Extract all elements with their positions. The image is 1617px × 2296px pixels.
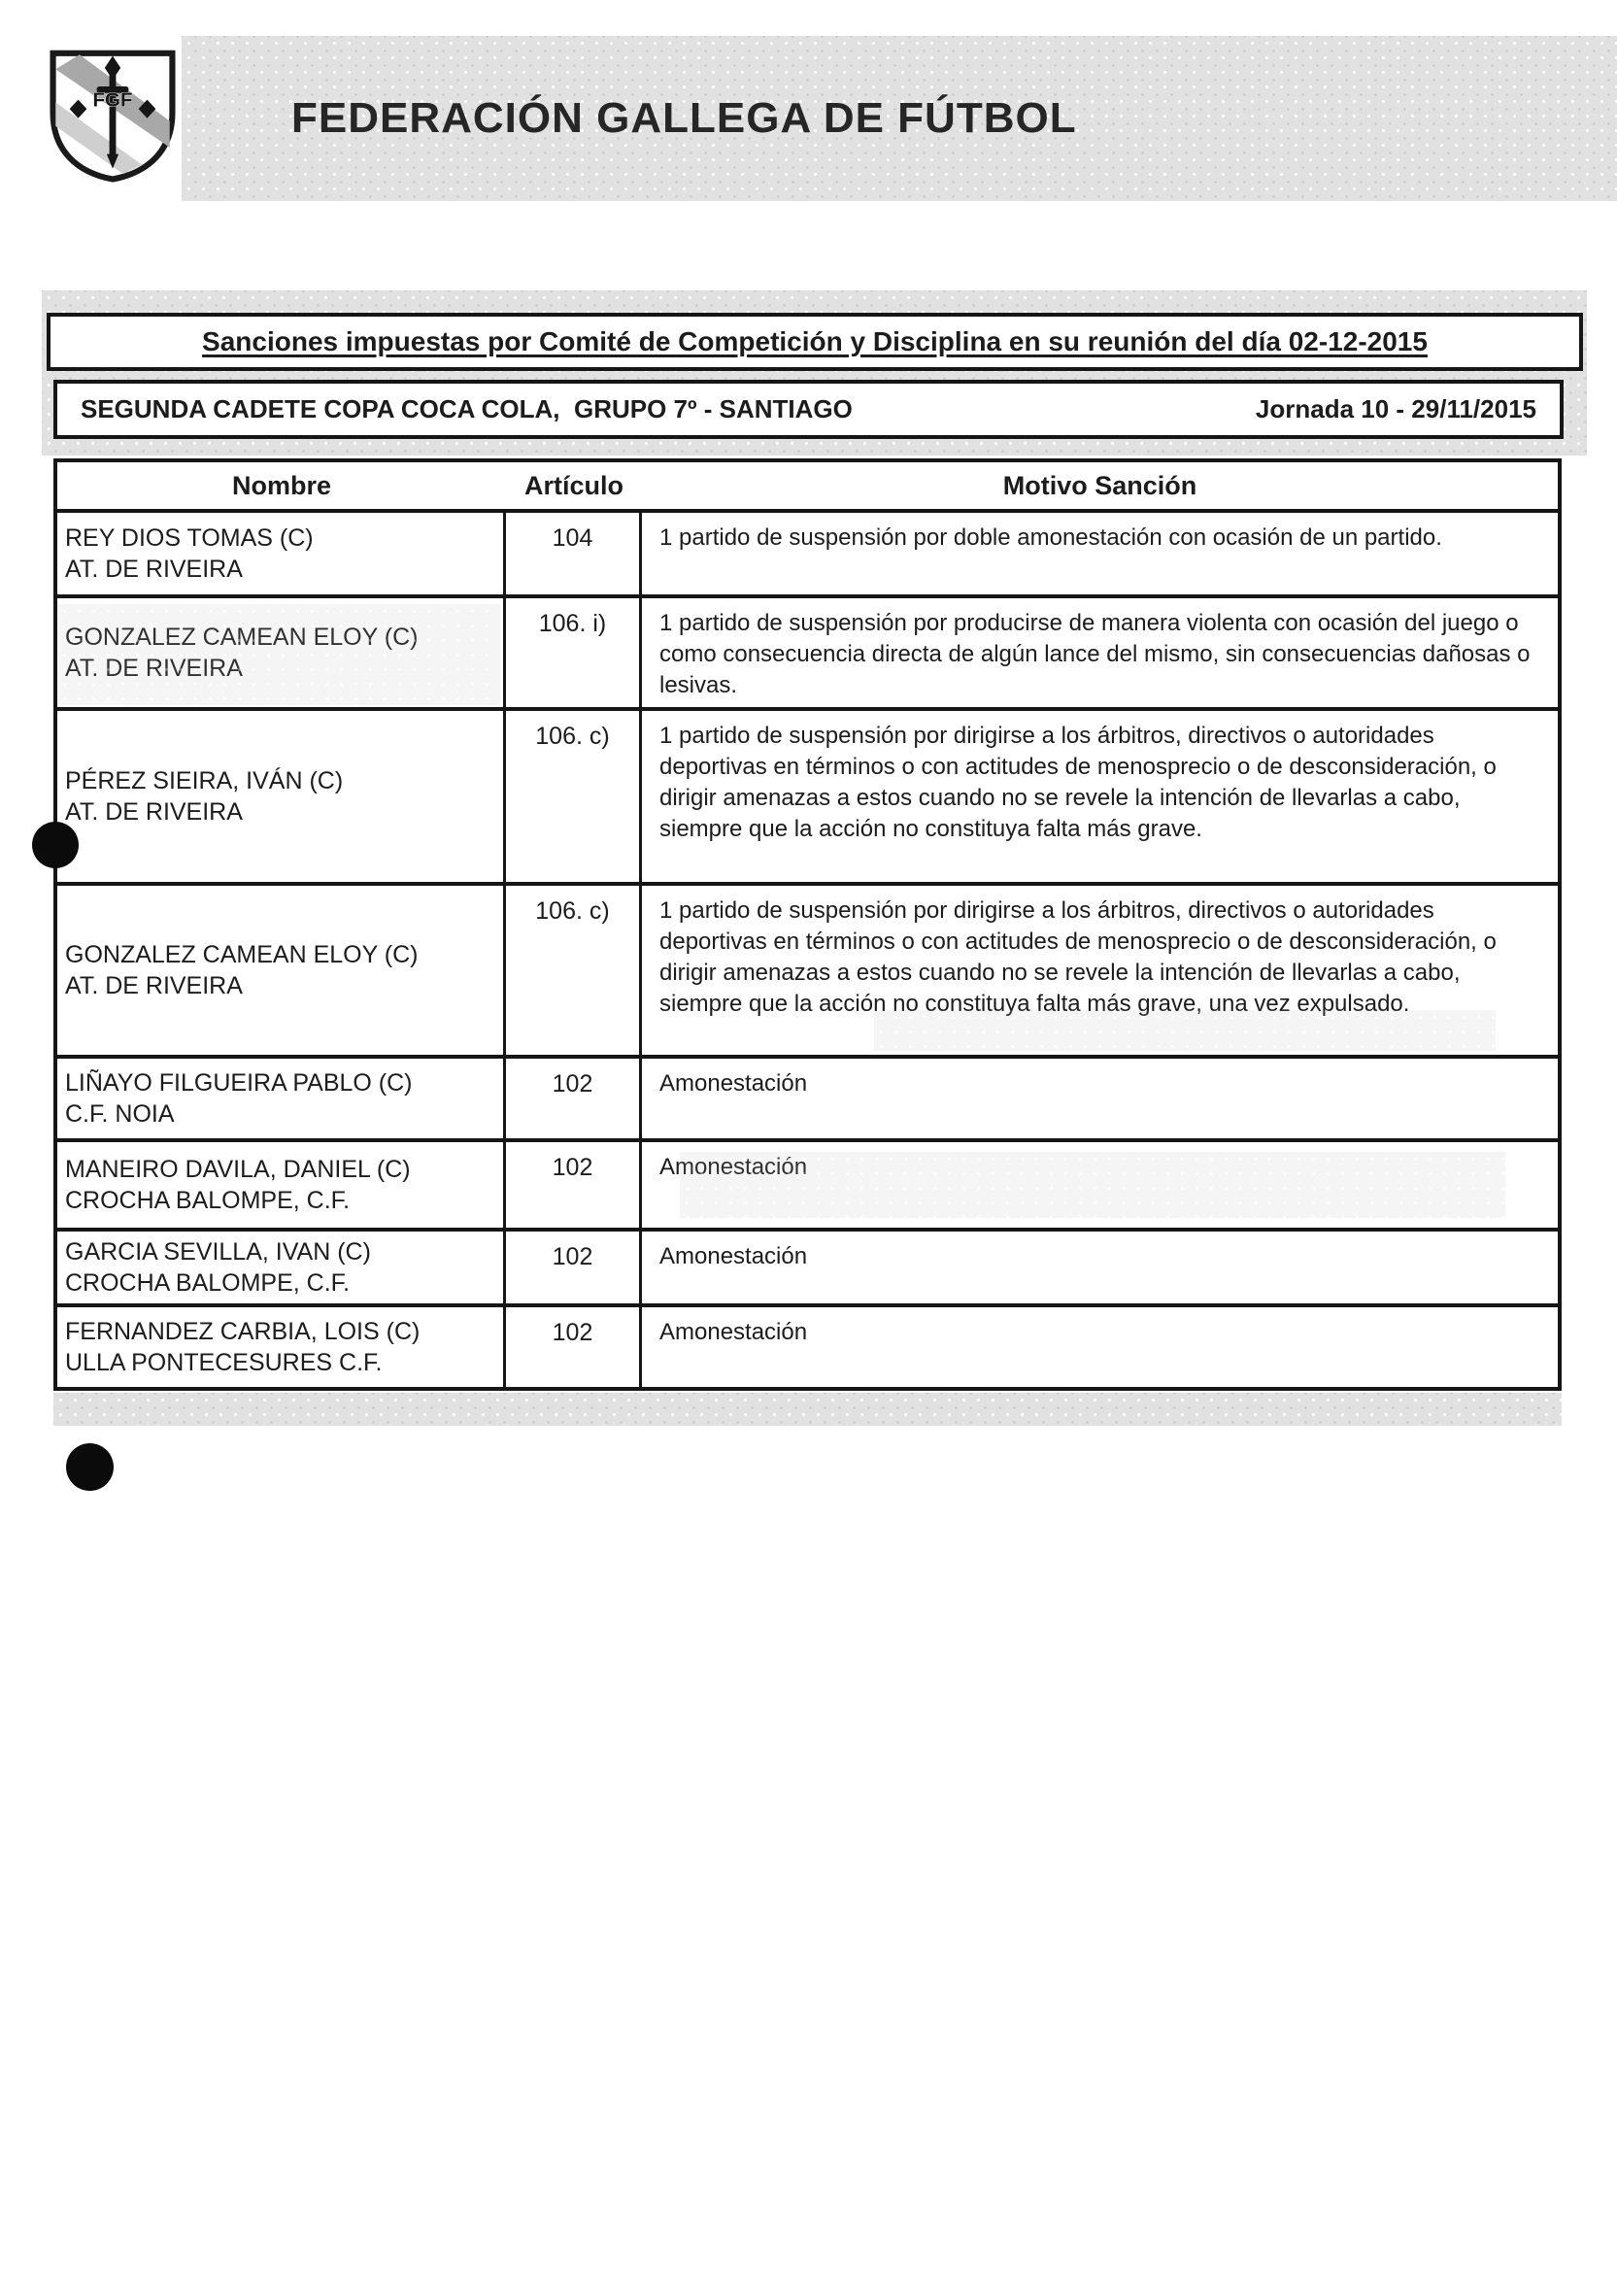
player-club: AT. DE RIVEIRA: [65, 972, 243, 999]
column-header-articulo: Artículo: [523, 470, 623, 500]
player-club: AT. DE RIVEIRA: [65, 556, 243, 583]
table-body: [57, 513, 1558, 1387]
player-name: GARCIA SEVILLA, IVAN (C): [65, 1238, 371, 1266]
player-club: CROCHA BALOMPE, C.F.: [65, 1269, 351, 1297]
article-number: 102: [506, 1142, 642, 1228]
article-number: 106. i): [506, 598, 642, 707]
sanctions-notice-title-box: [47, 313, 1583, 371]
org-title: FEDERACIÓN GALLEGA DE FÚTBOL: [291, 94, 1077, 142]
article-number: 102: [506, 1232, 642, 1303]
competition-bar: [53, 380, 1564, 439]
player-cell: [57, 598, 506, 707]
player-name: GONZALEZ CAMEAN ELOY (C): [65, 624, 419, 651]
player-name: FERNANDEZ CARBIA, LOIS (C): [65, 1318, 421, 1345]
table-row: [57, 882, 1558, 1055]
player-club: AT. DE RIVEIRA: [65, 655, 243, 682]
sanction-reason: Amonestación: [659, 1154, 808, 1180]
player-club: C.F. NOIA: [65, 1100, 175, 1128]
player-cell: [57, 1232, 506, 1303]
column-header-nombre: Nombre: [231, 470, 331, 500]
sanction-reason: 1 partido de suspensión por doble amonestación con ocasión de un partido.: [659, 524, 1442, 551]
fgf-shield-icon: [46, 47, 180, 185]
article-number: 102: [506, 1307, 642, 1387]
sanction-reason: Amonestación: [659, 1319, 808, 1345]
competition-label: SEGUNDA CADETE COPA COCA COLA, GRUPO 7º - SANTIAGO: [81, 394, 853, 423]
player-name: GONZALEZ CAMEAN ELOY (C): [65, 941, 419, 968]
table-shadow-band: [53, 1393, 1562, 1426]
player-cell: [57, 711, 506, 882]
sanctions-notice-title: Sanciones impuestas por Comité de Competición y Disciplina en su reunión del día 02-12-2015: [202, 326, 1428, 356]
table-row: [57, 594, 1558, 707]
player-name: LIÑAYO FILGUEIRA PABLO (C): [65, 1069, 413, 1097]
matchday-label: Jornada 10 - 29/11/2015: [1255, 394, 1536, 423]
article-number: 106. c): [506, 711, 642, 882]
federation-crest-logo: [46, 47, 180, 185]
player-club: AT. DE RIVEIRA: [65, 798, 243, 826]
sanction-reason: Amonestación: [659, 1070, 808, 1097]
column-header-motivo: Motivo Sanción: [1002, 470, 1197, 500]
player-cell: [57, 1307, 506, 1387]
player-name: REY DIOS TOMAS (C): [65, 524, 314, 552]
table-row: [57, 1138, 1558, 1228]
sanction-reason: 1 partido de suspensión por dirigirse a los árbitros, directivos o autoridades deportivas en términos o con actitudes de menosprecio o de desconsideración, o dirigir amenazas a estos cuando no se revele la intención de llevarlas a cabo, siempre que la acción no constituya falta más grave.: [659, 723, 1497, 842]
punch-hole-mark: [66, 1443, 114, 1491]
player-cell: [57, 1142, 506, 1228]
sanctions-table: [53, 458, 1562, 1391]
sanction-reason: 1 partido de suspensión por producirse de manera violenta con ocasión del juego o como consecuencia directa de algún lance del mismo, sin consecuencias dañosas o lesivas.: [659, 610, 1531, 698]
player-name: PÉREZ SIEIRA, IVÁN (C): [65, 767, 344, 794]
article-number: 102: [506, 1059, 642, 1138]
player-club: ULLA PONTECESURES C.F.: [65, 1349, 383, 1376]
table-header-row: [57, 462, 1558, 513]
table-row: [57, 513, 1558, 594]
player-cell: [57, 1059, 506, 1138]
table-row: [57, 1055, 1558, 1138]
sanction-reason: Amonestación: [659, 1243, 808, 1269]
punch-hole-mark: [32, 822, 79, 868]
player-club: CROCHA BALOMPE, C.F.: [65, 1187, 351, 1214]
player-cell: [57, 886, 506, 1055]
player-name: MANEIRO DAVILA, DANIEL (C): [65, 1156, 411, 1183]
table-row: [57, 1228, 1558, 1303]
svg-text:FGF: FGF: [92, 88, 133, 112]
article-number: 104: [506, 513, 642, 594]
table-row: [57, 1303, 1558, 1387]
player-cell: [57, 513, 506, 594]
article-number: 106. c): [506, 886, 642, 1055]
sanction-reason: 1 partido de suspensión por dirigirse a los árbitros, directivos o autoridades deportivas en términos o con actitudes de menosprecio o de desconsideración, o dirigir amenazas a estos cuando no se revele la intención de llevarlas a cabo, siempre que la acción no constituya falta más grave, una vez expulsado.: [659, 897, 1497, 1017]
table-row: [57, 707, 1558, 882]
